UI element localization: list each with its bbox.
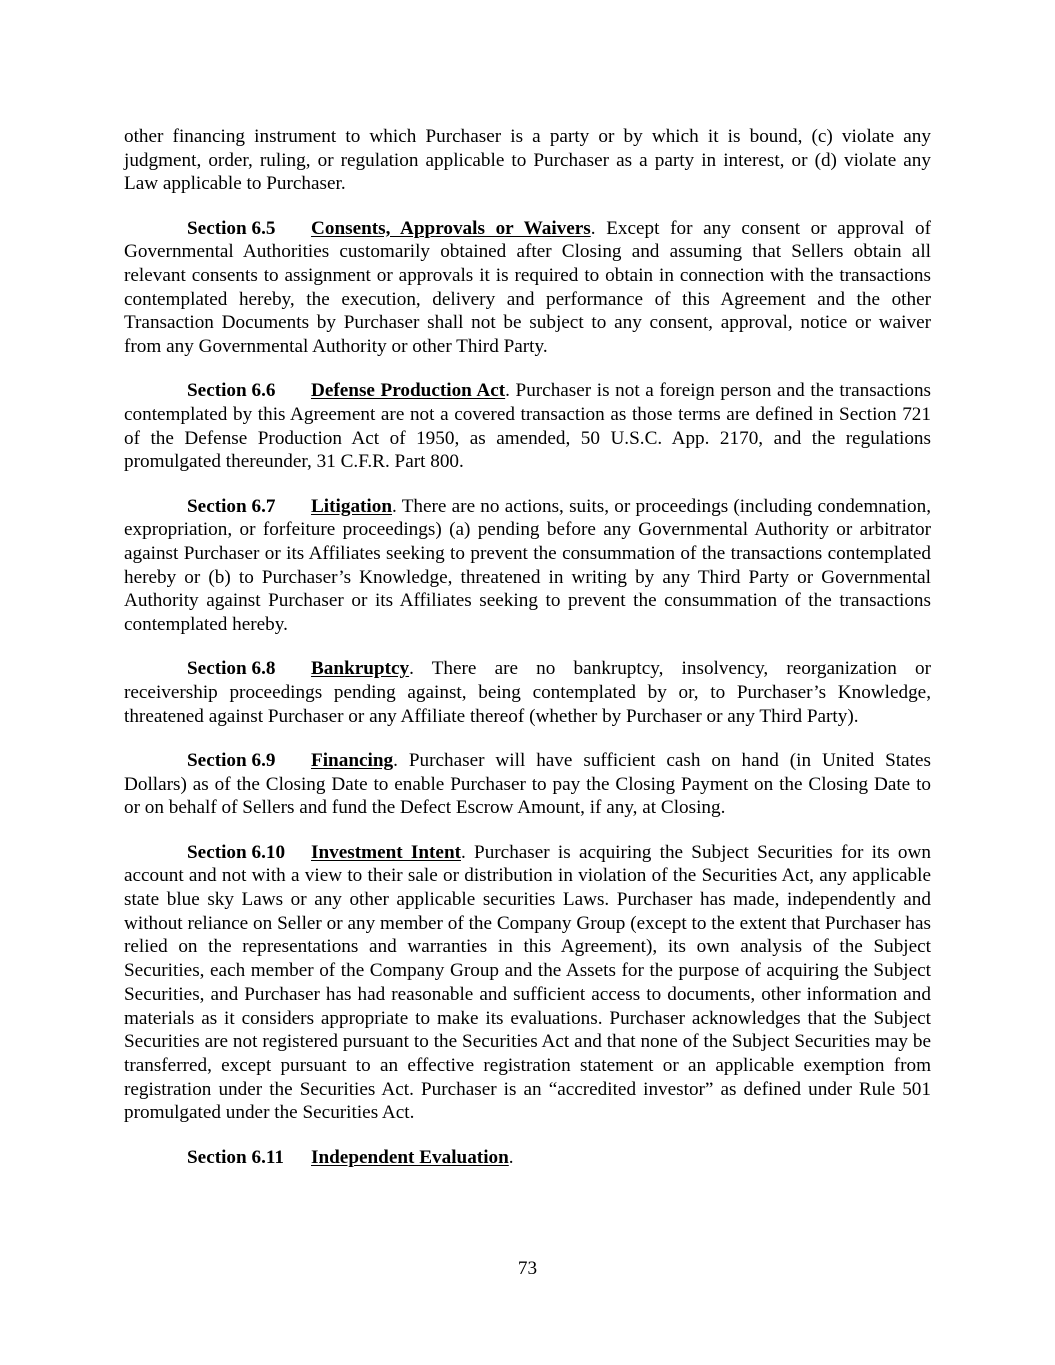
section-heading: Independent Evaluation	[311, 1146, 509, 1168]
section-body: . There are no actions, suits, or proceedings (including condemnation, expropriation, or forfeiture proceedings) (a) pending before any Governmental Authority or arbitrator against Purchaser or its Affiliates seeking to prevent the consummation of the transactions contemplated hereby or (b) to Purchaser’s Knowledge, threatened in writing by any Third Party or Governmental Authority against Purchaser or its Affiliates seeking to prevent the consummation of the transactions contemplated hereby.	[124, 495, 931, 636]
section-6-8	[124, 657, 931, 728]
section-heading: Bankruptcy	[311, 658, 410, 680]
section-number: Section 6.9	[187, 749, 276, 771]
section-6-9	[124, 749, 931, 820]
section-6-10	[124, 841, 931, 1125]
section-body: . Purchaser is acquiring the Subject Securities for its own account and not with a view to their sale or distribution in violation of the Securities Act, any applicable state blue sky Laws or any other applicable securities Laws. Purchaser has made, independently and without reliance on Seller or any member of the Company Group (except to the extent that Purchaser has relied on the representations and warranties in this Agreement), its own analysis of the Subject Securities, each member of the Company Group and the Assets for the purpose of acquiring the Subject Securities, and Purchaser has had reasonable and sufficient access to documents, other information and materials as it considers appropriate to make its evaluations. Purchaser acknowledges that the Subject Securities are not registered pursuant to the Securities Act and that none of the Subject Securities may be transferred, except pursuant to an effective registration statement or an applicable exemption from registration under the Securities Act. Purchaser is an “accredited investor” as defined under Rule 501 promulgated under the Securities Act.	[124, 841, 931, 1124]
page-number: 73	[517, 1258, 538, 1279]
section-body: .	[508, 1146, 514, 1168]
section-number: Section 6.10	[187, 841, 286, 863]
section-6-6	[124, 379, 931, 474]
section-6-7	[124, 495, 931, 637]
section-heading: Investment Intent	[311, 841, 461, 863]
section-number: Section 6.8	[187, 658, 276, 680]
intro-paragraph: other financing instrument to which Purchaser is a party or by which it is bound, (c) violate any judgment, order, ruling, or regulation applicable to Purchaser as a party in interest, or (d) violate any Law applicable to Purchaser.	[124, 126, 931, 195]
section-heading: Litigation	[311, 495, 393, 517]
section-number: Section 6.11	[187, 1146, 285, 1168]
section-number: Section 6.7	[187, 495, 276, 517]
section-number: Section 6.6	[187, 380, 276, 402]
section-body: . Except for any consent or approval of Governmental Authorities customarily obtained after Closing and assuming that Sellers obtain all relevant consents to assignment or approvals it is required to obtain in connection with the transactions contemplated hereby, the execution, delivery and performance of this Agreement and the other Transaction Documents by Purchaser shall not be subject to any consent, approval, notice or waiver from any Governmental Authority or other Third Party.	[124, 217, 931, 358]
section-number: Section 6.5	[187, 217, 276, 239]
section-heading: Financing	[311, 749, 394, 771]
section-6-11	[124, 1146, 931, 1170]
section-heading: Consents, Approvals or Waivers	[311, 217, 591, 239]
section-body: . Purchaser is not a foreign person and the transactions contemplated by this Agreement are not a covered transaction as those terms are defined in Section 721 of the Defense Production Act of 1950, as amended, 50 U.S.C. App. 2170, and the regulations promulgated thereunder, 31 C.F.R. Part 800.	[124, 380, 932, 473]
document-page	[124, 125, 931, 1190]
section-body: . There are no bankruptcy, insolvency, reorganization or receivership proceedings pending against, being contemplated by or, to Purchaser’s Knowledge, threatened against Purchaser or any Affiliate thereof (whether by Purchaser or any Third Party).	[124, 658, 931, 727]
section-6-5	[124, 217, 931, 359]
section-heading: Defense Production Act	[311, 380, 506, 402]
section-body: . Purchaser will have sufficient cash on hand (in United States Dollars) as of the Closing Date to enable Purchaser to pay the Closing Payment on the Closing Date to or on behalf of Sellers and fund the Defect Escrow Amount, if any, at Closing.	[124, 749, 931, 819]
